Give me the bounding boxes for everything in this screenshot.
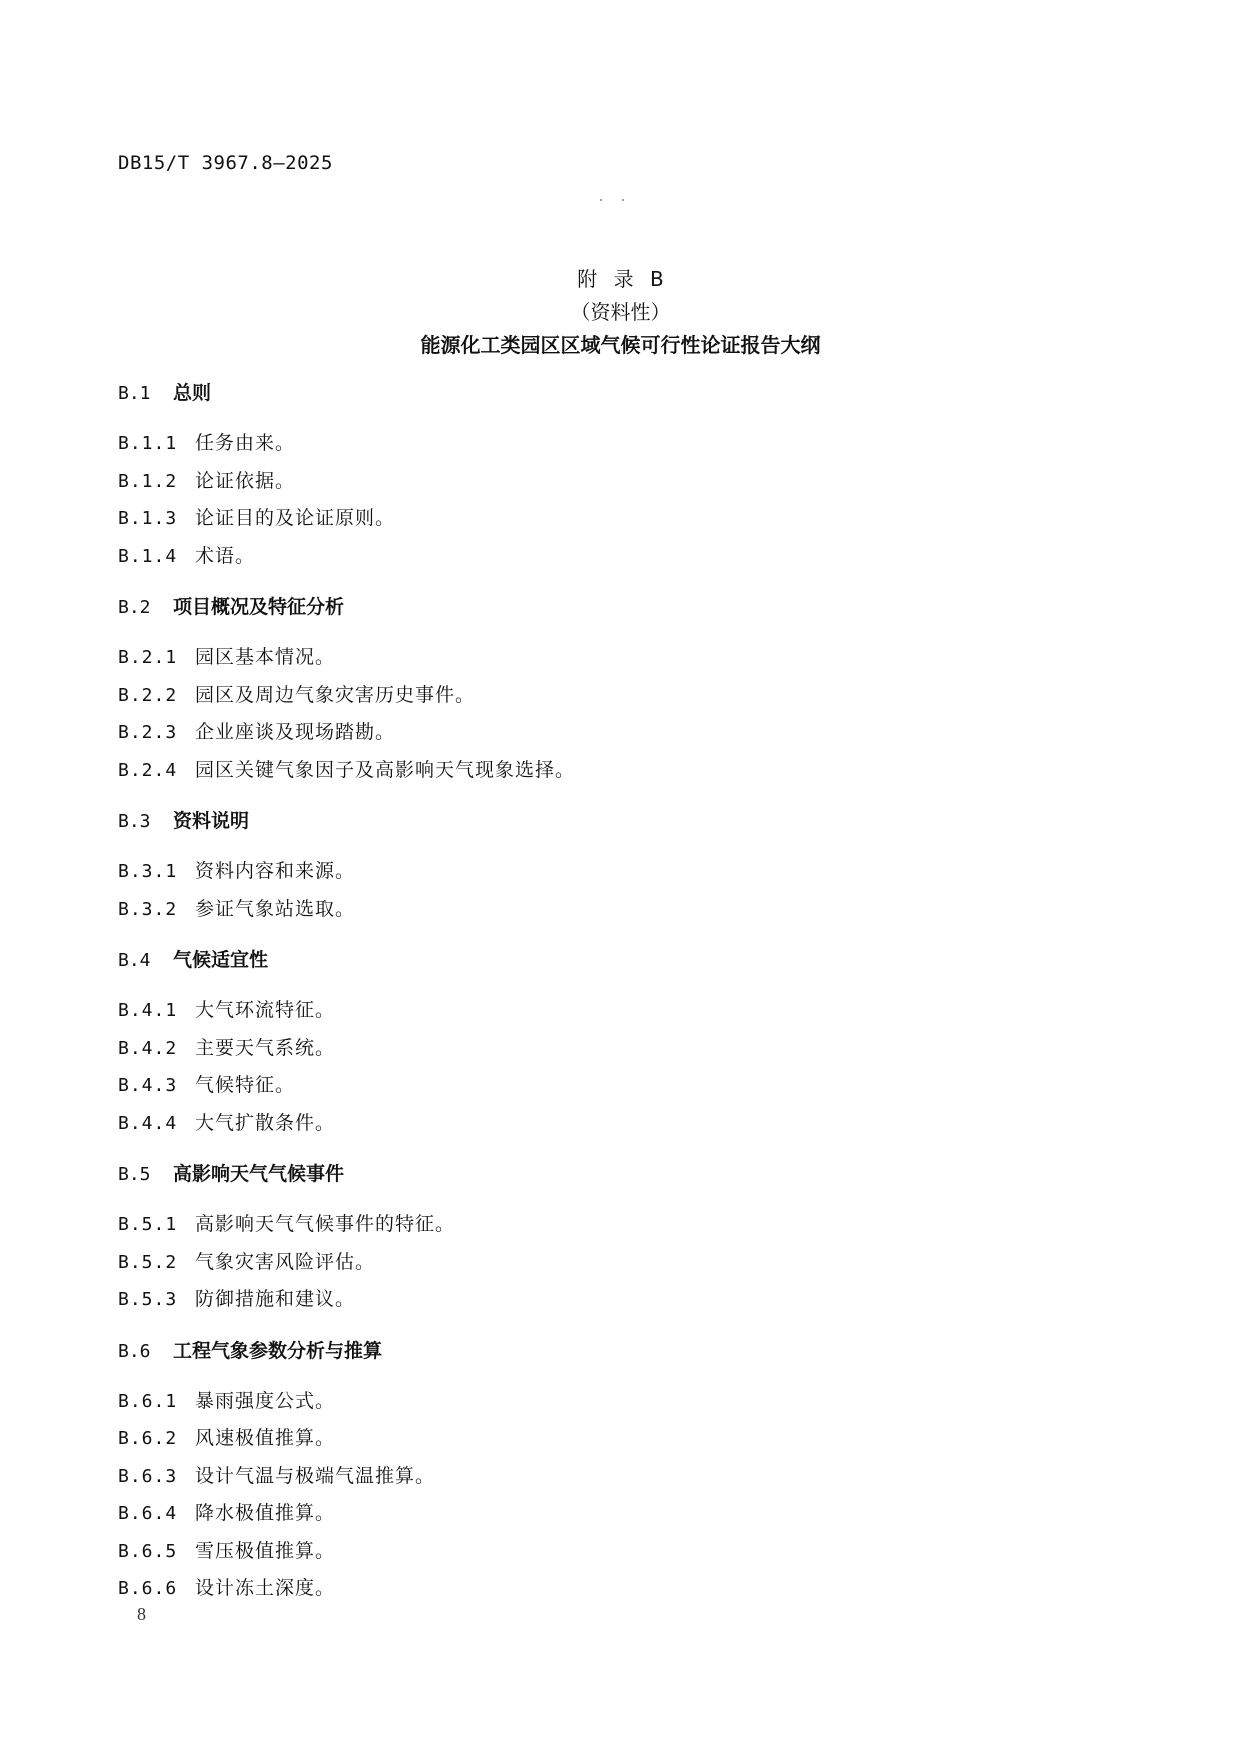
section-title: 项目概况及特征分析 <box>173 596 345 618</box>
item-number: B.3.2 <box>118 898 178 920</box>
section-number: B.3 <box>118 811 151 832</box>
section-heading <box>118 945 1118 975</box>
outline-item <box>118 755 1118 793</box>
item-text: 术语。 <box>195 544 256 567</box>
outline-item <box>118 642 1118 680</box>
item-number: B.5.1 <box>118 1214 178 1235</box>
outline-item <box>118 995 1118 1033</box>
section-title: 资料说明 <box>173 810 250 832</box>
item-number: B.2.3 <box>118 722 178 743</box>
item-number: B.6.5 <box>118 1540 178 1562</box>
page-number: 8 <box>137 1604 146 1624</box>
item-number: B.4.3 <box>118 1075 178 1096</box>
outline-item <box>118 428 1118 466</box>
item-text: 论证依据。 <box>195 469 296 492</box>
item-text: 园区基本情况。 <box>195 646 336 668</box>
outline-item <box>118 1033 1118 1071</box>
item-number: B.5.2 <box>118 1251 178 1273</box>
section-title: 总则 <box>173 382 212 404</box>
outline-item <box>118 1209 1118 1247</box>
item-number: B.2.4 <box>118 759 178 781</box>
header-mark-dot <box>622 199 624 201</box>
item-text: 设计冻土深度。 <box>195 1577 336 1599</box>
item-text: 雪压极值推算。 <box>195 1539 336 1562</box>
item-text: 大气扩散条件。 <box>195 1111 336 1134</box>
outline-item <box>118 1284 1118 1322</box>
section-b3 <box>118 806 1118 945</box>
item-text: 气候特征。 <box>195 1074 296 1096</box>
section-heading <box>118 1336 1118 1366</box>
item-number: B.6.6 <box>118 1578 178 1599</box>
item-text: 参证气象站选取。 <box>195 897 356 920</box>
appendix-name: 能源化工类园区区域气候可行性论证报告大纲 <box>420 333 821 357</box>
header-marks <box>600 197 630 203</box>
section-b2 <box>118 592 1118 806</box>
outline-item <box>118 1386 1118 1424</box>
outline-item <box>118 541 1118 579</box>
section-heading <box>118 806 1118 836</box>
outline-item <box>118 1461 1118 1499</box>
item-number: B.4.2 <box>118 1037 178 1059</box>
section-number: B.5 <box>118 1164 151 1185</box>
item-text: 大气环流特征。 <box>195 999 336 1021</box>
item-number: B.3.1 <box>118 861 178 882</box>
item-number: B.4.4 <box>118 1112 178 1134</box>
item-number: B.6.1 <box>118 1390 178 1412</box>
appendix-type: （资料性） <box>570 300 671 324</box>
item-text: 气象灾害风险评估。 <box>195 1250 376 1273</box>
item-text: 高影响天气气候事件的特征。 <box>195 1213 456 1235</box>
section-number: B.2 <box>118 597 151 618</box>
section-heading <box>118 378 1118 408</box>
item-number: B.1.4 <box>118 545 178 567</box>
item-number: B.1.1 <box>118 433 178 454</box>
item-number: B.2.2 <box>118 684 178 706</box>
section-b1 <box>118 378 1118 592</box>
item-text: 企业座谈及现场踏勘。 <box>195 721 396 743</box>
outline-item <box>118 1423 1118 1461</box>
outline-item <box>118 894 1118 932</box>
item-text: 园区关键气象因子及高影响天气现象选择。 <box>195 758 576 781</box>
section-number: B.4 <box>118 950 151 971</box>
item-text: 设计气温与极端气温推算。 <box>195 1464 436 1487</box>
item-text: 风速极值推算。 <box>195 1427 336 1449</box>
item-number: B.1.3 <box>118 508 178 529</box>
item-text: 主要天气系统。 <box>195 1036 336 1059</box>
section-number: B.6 <box>118 1340 151 1362</box>
outline-item <box>118 1070 1118 1108</box>
outline-item <box>118 680 1118 718</box>
outline-item <box>118 1536 1118 1574</box>
section-title: 工程气象参数分析与推算 <box>173 1339 383 1362</box>
appendix-title: 附 录 B <box>577 267 664 291</box>
item-number: B.6.4 <box>118 1503 178 1524</box>
item-text: 园区及周边气象灾害历史事件。 <box>195 683 476 706</box>
item-text: 暴雨强度公式。 <box>195 1389 336 1412</box>
item-number: B.4.1 <box>118 1000 178 1021</box>
section-b6 <box>118 1336 1118 1611</box>
section-title: 气候适宜性 <box>173 949 269 971</box>
outline-item <box>118 503 1118 541</box>
section-heading <box>118 592 1118 622</box>
item-number: B.2.1 <box>118 647 178 668</box>
section-b4 <box>118 945 1118 1159</box>
item-number: B.6.3 <box>118 1465 178 1487</box>
item-number: B.5.3 <box>118 1289 178 1310</box>
item-text: 任务由来。 <box>195 432 296 454</box>
outline-item <box>118 1247 1118 1285</box>
outline <box>118 378 1118 1611</box>
outline-item <box>118 466 1118 504</box>
item-number: B.1.2 <box>118 470 178 492</box>
section-b5 <box>118 1159 1118 1336</box>
outline-item <box>118 856 1118 894</box>
outline-item <box>118 717 1118 755</box>
item-number: B.6.2 <box>118 1428 178 1449</box>
document-code: DB15/T 3967.8—2025 <box>118 152 333 174</box>
item-text: 资料内容和来源。 <box>195 860 356 882</box>
item-text: 防御措施和建议。 <box>195 1288 356 1310</box>
section-heading <box>118 1159 1118 1189</box>
outline-item <box>118 1108 1118 1146</box>
outline-item <box>118 1573 1118 1611</box>
section-title: 高影响天气气候事件 <box>173 1163 345 1185</box>
outline-item <box>118 1498 1118 1536</box>
item-text: 论证目的及论证原则。 <box>195 507 396 529</box>
section-number: B.1 <box>118 383 151 404</box>
item-text: 降水极值推算。 <box>195 1502 336 1524</box>
header-mark-dot <box>600 199 602 201</box>
